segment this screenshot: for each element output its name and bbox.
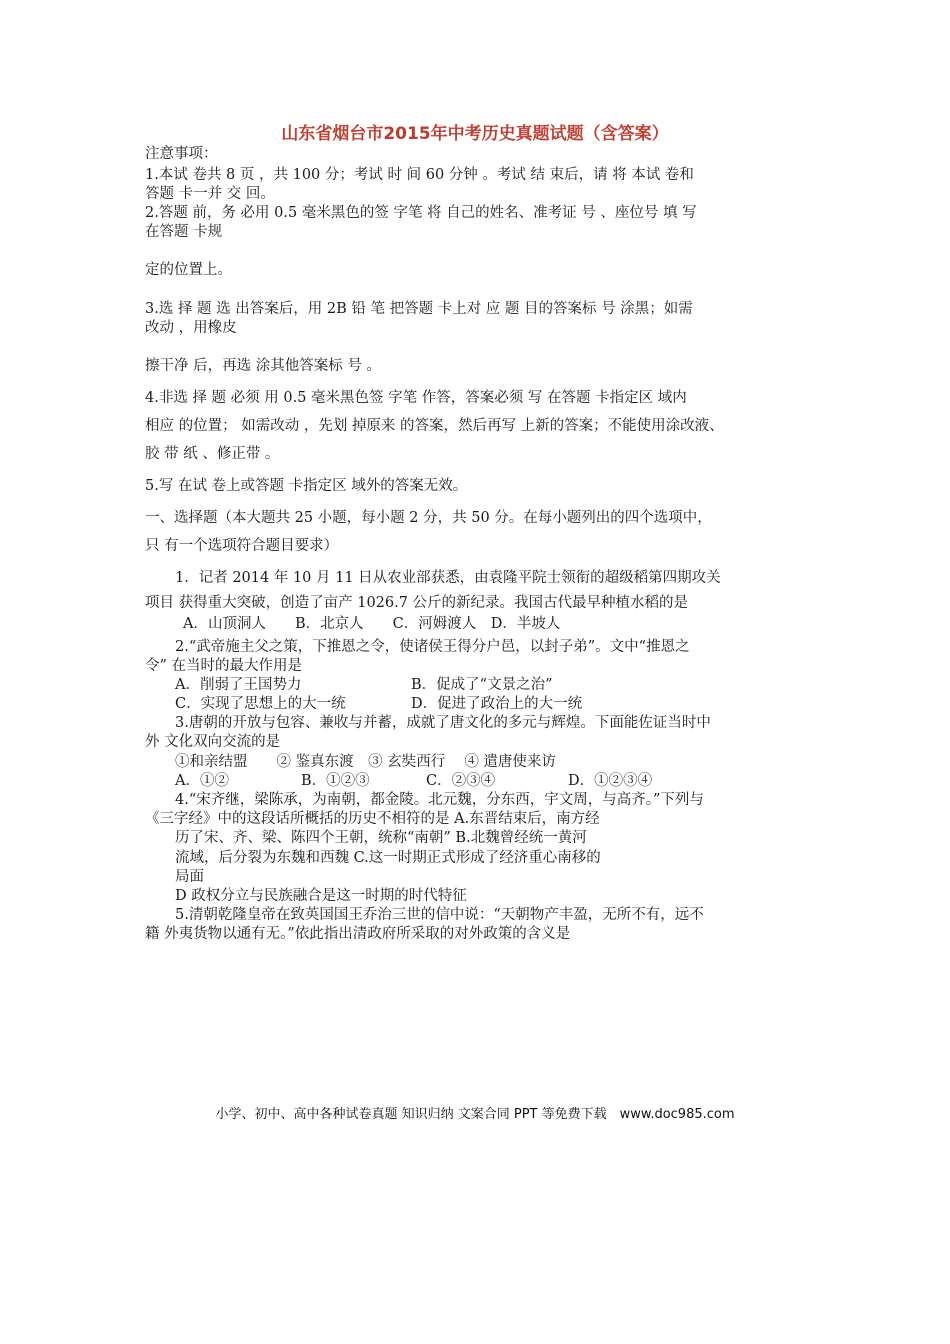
notice-line: 定的位置上。: [145, 262, 232, 278]
notice-line: 在答题 卡规: [145, 224, 223, 240]
notice-line: 相应 的位置； 如需改动 ，先划 掉原来 的答案，然后再写 上新的答案；不能使用涂改液、: [145, 418, 724, 434]
question-text: 令” 在当时的最大作用是: [145, 658, 303, 674]
option-d: D．①②③④: [568, 773, 653, 789]
notice-heading: 注意事项：: [145, 146, 218, 162]
notice-line: 3.选 择 题 选 出答案后，用 2B 铅 笔 把答题 卡上对 应 题 目的答案标 号 涂黑；如需: [145, 301, 693, 317]
option-d: D．促进了政治上的大一统: [411, 696, 583, 712]
question-text: 1．记者 2014 年 10 月 11 日从农业部获悉，由袁隆平院士领衔的超级稻第四期攻关: [175, 570, 721, 586]
question-options: A．山顶洞人 B．北京人 C．河姆渡人 D．半坡人: [183, 616, 561, 632]
question-text: 5.清朝乾隆皇帝在致英国国王乔治三世的信中说：“天朝物产丰盈，无所不有，远不: [175, 907, 704, 923]
notice-line: 胶 带 纸 、修正带 。: [145, 446, 280, 462]
question-text: 外 文化双向交流的是: [145, 734, 281, 750]
notice-line: 4.非选 择 题 必须 用 0.5 毫米黑色签 字笔 作答，答案必须 写 在答题 卡指定区 域内: [145, 390, 687, 406]
option-a: A．削弱了王国势力: [175, 677, 302, 693]
question-text: 流域，后分裂为东魏和西魏 C.这一时期正式形成了经济重心南移的: [175, 850, 601, 866]
notice-line: 2.答题 前，务 必用 0.5 毫米黑色的签 字笔 将 自己的姓名、准考证 号 、座位号 填 写: [145, 205, 697, 221]
question-text: 2.“武帝施主父之策，下推恩之令，使诸侯王得分户邑，以封子弟”。文中“推恩之: [175, 639, 690, 655]
option-a: A．①②: [175, 773, 229, 789]
question-items: ①和亲结盟 ② 鉴真东渡 ③ 玄奘西行 ④ 遣唐使来访: [175, 754, 556, 770]
question-text: 4.“宋齐继，梁陈承，为南朝，都金陵。北元魏，分东西，宇文周，与高齐。”下列与: [175, 792, 704, 808]
question-text: 历了宋、齐、梁、陈四个王朝，统称“南朝” B.北魏曾经统一黄河: [175, 830, 587, 846]
option-c: C．实现了思想上的大一统: [175, 696, 346, 712]
footer-note: 小学、初中、高中各种试卷真题 知识归纳 文案合同 PPT 等免费下载 www.doc985.com: [215, 1107, 735, 1122]
notice-line: 答题 卡一并 交 回。: [145, 186, 275, 202]
question-text: 局面: [175, 869, 204, 885]
section-intro-line: 只 有一个选项符合题目要求）: [145, 538, 339, 554]
question-text: 《三字经》中的这段话所概括的历史不相符的是 A.东晋结束后，南方经: [145, 811, 600, 827]
option-c: C．②③④: [426, 773, 496, 789]
notice-line: 5.写 在试 卷上或答题 卡指定区 域外的答案无效。: [145, 478, 468, 494]
question-text: D 政权分立与民族融合是这一时期的时代特征: [175, 888, 467, 904]
document-title: 山东省烟台市2015年中考历史真题试题（含答案）: [281, 124, 669, 144]
question-text: 籍 外夷货物以通有无。”依此指出清政府所采取的对外政策的含义是: [145, 926, 571, 942]
option-b: B．促成了“文景之治”: [411, 677, 553, 693]
notice-line: 擦干净 后，再选 涂其他答案标 号 。: [145, 358, 381, 374]
question-text: 项目 获得重大突破，创造了亩产 1026.7 公斤的新纪录。我国古代最早种植水稻的是: [145, 595, 689, 611]
notice-line: 改动 ，用橡皮: [145, 320, 237, 336]
option-b: B．①②③: [301, 773, 370, 789]
section-intro-line: 一、选择题（本大题共 25 小题，每小题 2 分，共 50 分。在每小题列出的四个选项中，: [145, 510, 712, 526]
notice-line: 1.本试 卷共 8 页 ，共 100 分；考试 时 间 60 分钟 。考试 结 束后，请 将 本试 卷和: [145, 167, 694, 183]
question-text: 3.唐朝的开放与包容、兼收与并蓄，成就了唐文化的多元与辉煌。下面能佐证当时中: [175, 715, 711, 731]
